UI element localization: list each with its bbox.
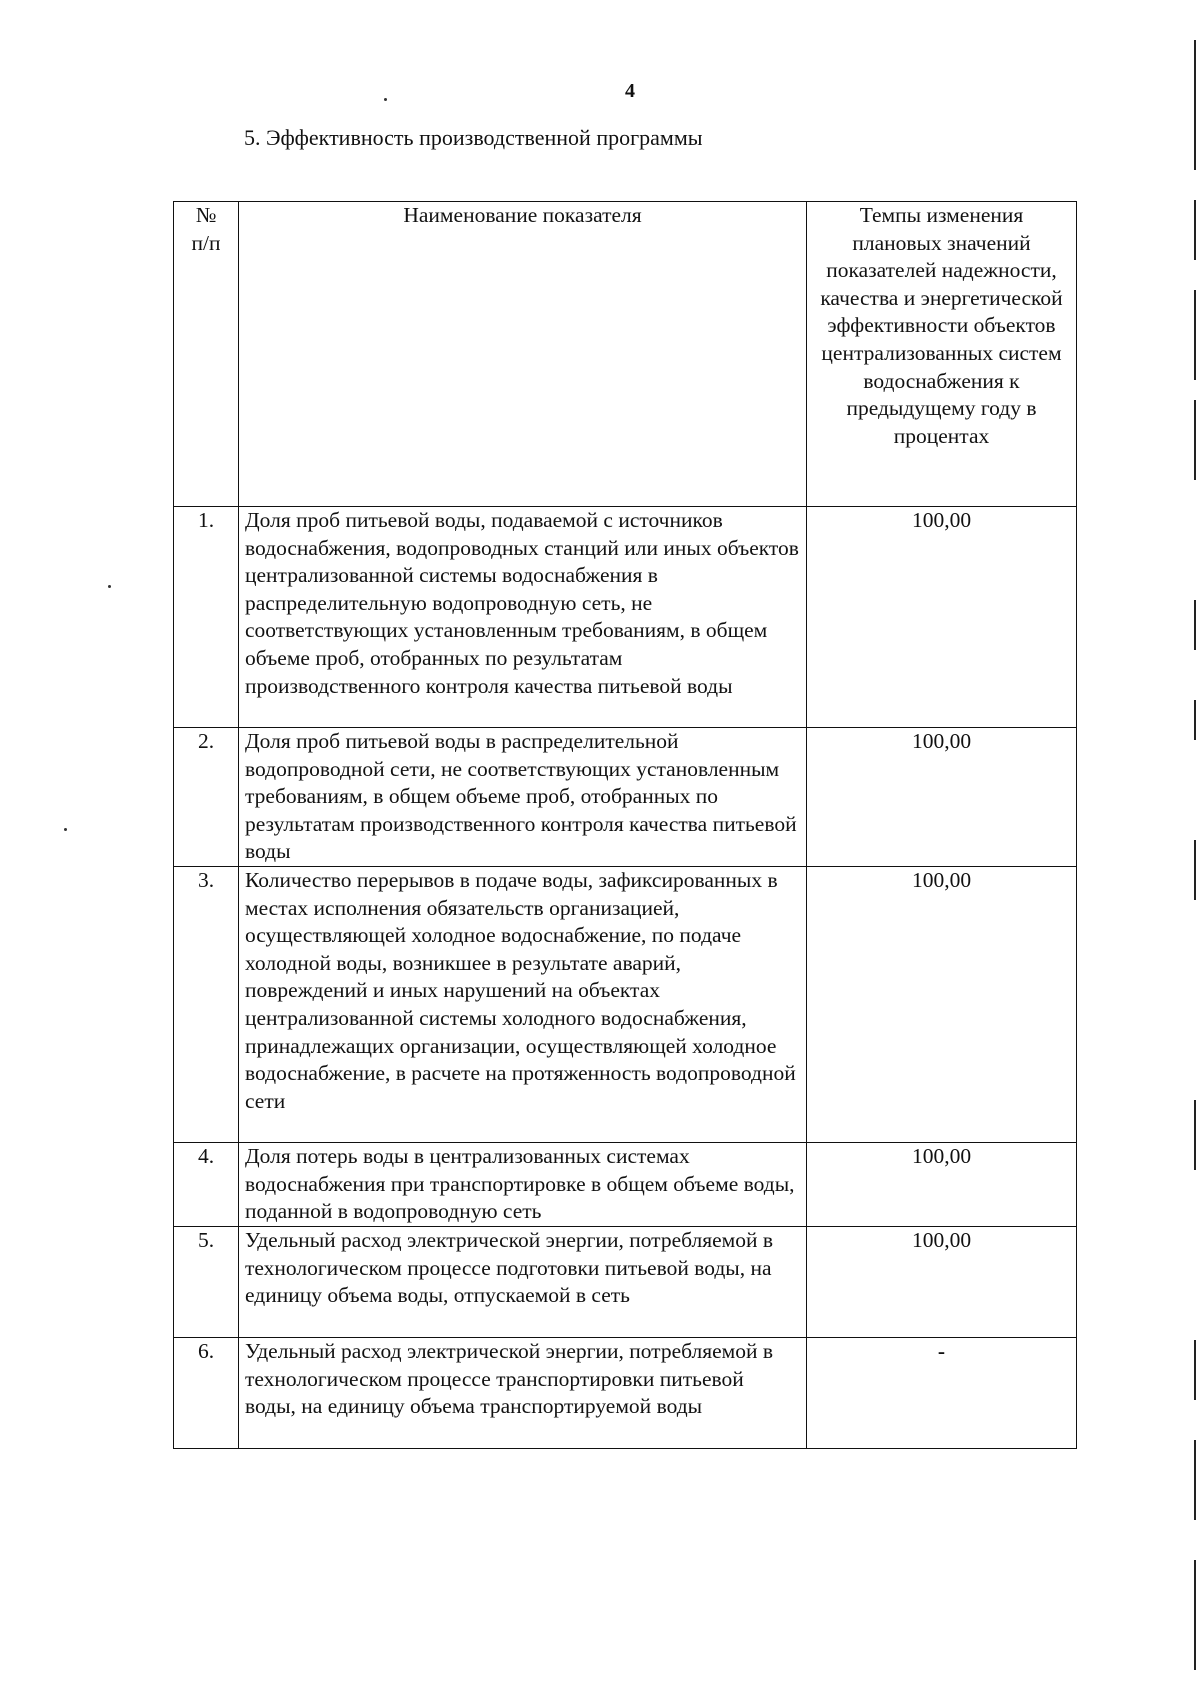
scan-edge-mark	[1194, 1100, 1196, 1170]
row-number: 4.	[174, 1142, 239, 1226]
column-header-number	[174, 202, 239, 507]
scan-edge-mark	[1194, 400, 1196, 480]
row-number: 5.	[174, 1226, 239, 1337]
row-number: 1.	[174, 507, 239, 728]
scan-edge-mark	[1194, 200, 1196, 260]
scan-edge-mark	[1194, 1340, 1196, 1400]
scan-edge-mark	[1194, 600, 1196, 650]
section-title: 5. Эффективность производственной программы	[244, 125, 703, 150]
table-row	[174, 728, 1077, 867]
row-number: 2.	[174, 728, 239, 867]
indicator-name: Удельный расход электрической энергии, потребляемой в технологическом процессе подготовки питьевой воды, на единицу объема воды, отпускаемой в сеть	[239, 1226, 807, 1337]
scan-edge-mark	[1194, 1440, 1196, 1520]
number-sign: №	[195, 203, 217, 227]
indicator-name: Доля проб питьевой воды в распределительной водопроводной сети, не соответствующих установленным требованиям, в общем объеме проб, отобранных по результатам производственного контроля качества питьевой воды	[239, 728, 807, 867]
indicator-name: Доля проб питьевой воды, подаваемой с источников водоснабжения, водопроводных станций или иных объектов централизованной системы водоснабжения в распределительную водопроводную сеть, не соответствующих установленным требованиям, в общем объеме проб, отобранных по результатам производственного контроля качества питьевой воды	[239, 507, 807, 728]
scan-edge-mark	[1194, 40, 1196, 170]
indicator-name: Доля потерь воды в централизованных системах водоснабжения при транспортировке в общем объеме воды, поданной в водопроводную сеть	[239, 1142, 807, 1226]
indicator-value: 100,00	[807, 728, 1077, 867]
table-header-row	[174, 202, 1077, 507]
column-header-indicator-name: Наименование показателя	[239, 202, 807, 507]
indicator-value: -	[807, 1337, 1077, 1448]
indicator-name: Количество перерывов в подаче воды, зафиксированных в местах исполнения обязательств организацией, осуществляющей холодное водоснабжение, по подаче холодной воды, возникшее в результате аварий, повреждений и иных нарушений на объектах централизованной системы холодного водоснабжения, принадлежащих организации, осуществляющей холодное водоснабжение, в расчете на протяженность водопроводной сети	[239, 866, 807, 1142]
indicator-value: 100,00	[807, 866, 1077, 1142]
number-abbreviation: п/п	[191, 230, 221, 255]
indicator-value: 100,00	[807, 507, 1077, 728]
scan-edge-mark	[1194, 1560, 1196, 1670]
scan-edge-mark	[1194, 700, 1196, 740]
scan-edge-mark	[1194, 840, 1196, 900]
table-row	[174, 1226, 1077, 1337]
column-header-change-rate: Темпы изменения плановых значений показателей надежности, качества и энергетической эффективности объектов централизованных систем водоснабжения к предыдущему году в процентах	[807, 202, 1077, 507]
indicators-table	[173, 201, 1077, 1449]
row-number: 6.	[174, 1337, 239, 1448]
indicator-value: 100,00	[807, 1142, 1077, 1226]
table-row	[174, 1337, 1077, 1448]
scan-edge-mark	[1194, 290, 1196, 380]
table-row	[174, 866, 1077, 1142]
table-row	[174, 507, 1077, 728]
row-number: 3.	[174, 866, 239, 1142]
scan-speck	[64, 828, 67, 831]
table-row	[174, 1142, 1077, 1226]
page-number: 4	[625, 80, 635, 102]
indicator-value: 100,00	[807, 1226, 1077, 1337]
scan-speck	[108, 585, 111, 588]
indicator-name: Удельный расход электрической энергии, потребляемой в технологическом процессе транспортировки питьевой воды, на единицу объема транспортируемой воды	[239, 1337, 807, 1448]
